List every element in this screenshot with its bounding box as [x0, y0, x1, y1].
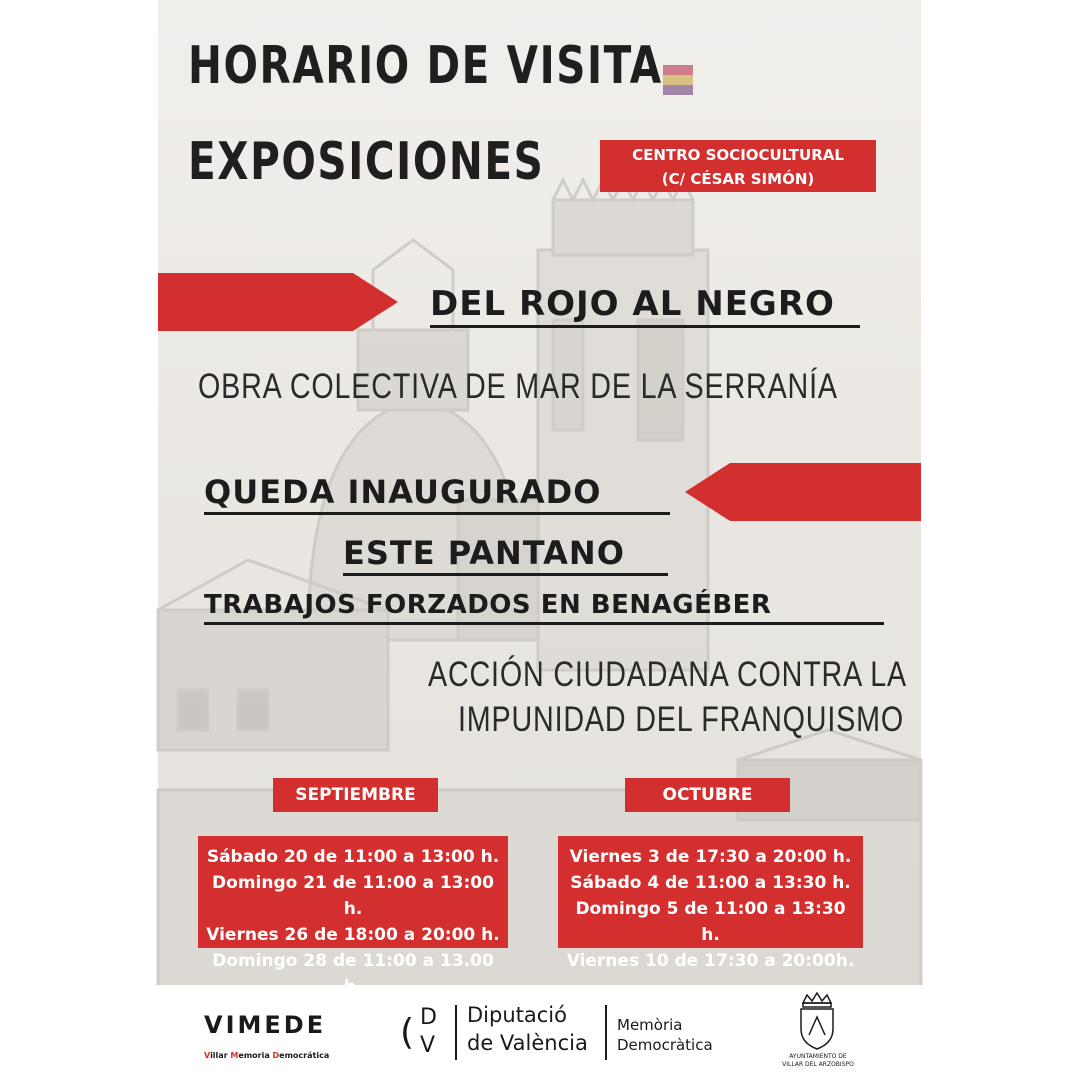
- schedule-item: Sábado 20 de 11:00 a 13:00 h.: [206, 847, 500, 867]
- vimede-logo: VIMEDE: [204, 1011, 327, 1039]
- diputacio-dv-logo: [400, 1003, 450, 1063]
- month-label-september: SEPTIEMBRE: [273, 778, 438, 812]
- exhibition2-subtitle-line1: ACCIÓN CIUDADANA CONTRA LA: [428, 655, 908, 694]
- month-label-october: OCTUBRE: [625, 778, 790, 812]
- dv-letter-d: D: [420, 1005, 437, 1030]
- divider: [455, 1005, 457, 1060]
- exhibition2-underline2: [343, 573, 668, 576]
- exhibition2-subtitle-line2: IMPUNIDAD DEL FRANQUISMO: [458, 700, 904, 739]
- diputacio-name: Diputació de València: [467, 1003, 588, 1055]
- schedule-september: [198, 836, 508, 971]
- venue-badge: [600, 140, 876, 192]
- schedule-item: Domingo 28 de 11:00 a 13.00: [212, 951, 494, 971]
- exhibition1-subtitle: OBRA COLECTIVA DE MAR DE LA SERRANÍA: [198, 367, 838, 406]
- schedule-item: Viernes 26 de 18:00 a 20:00 h.: [206, 925, 500, 945]
- divider: [605, 1005, 607, 1060]
- ayuntamiento-label: AYUNTAMIENTO DE VILLAR DEL ARZOBISPO: [782, 1053, 854, 1068]
- schedule-item: Viernes 3 de 17:30 a 20:00 h.: [569, 847, 852, 867]
- exhibition2-title-line3: TRABAJOS FORZADOS EN BENAGÉBER: [204, 590, 772, 620]
- schedule-item: Viernes 10 de 17:30 a 20:00h.: [566, 951, 855, 971]
- footer-logos: [0, 985, 1080, 1080]
- red-arrow-right: [158, 273, 398, 331]
- exhibition2-underline3: [204, 622, 884, 625]
- red-arrow-left: [685, 463, 921, 521]
- schedule-october: [558, 836, 863, 971]
- venue-line2: (C/ CÉSAR SIMÓN): [661, 170, 815, 188]
- vimede-tagline: Villar Memoria Democrática: [204, 1051, 330, 1060]
- exhibition2-title-line2: ESTE PANTANO: [343, 534, 625, 572]
- schedule-item: Domingo 5 de 11:00 a 13:30 h.: [575, 899, 846, 945]
- memoria-democratica: Memòria Democràtica: [617, 1016, 713, 1054]
- venue-line1: CENTRO SOCIOCULTURAL: [632, 146, 844, 164]
- title-exposiciones: EXPOSICIONES: [188, 132, 545, 192]
- exhibition1-underline: [430, 325, 860, 328]
- dv-bracket-icon: (: [400, 1012, 415, 1053]
- schedule-item: Sábado 4 de 11:00 a 13:30 h.: [570, 873, 851, 893]
- schedule-item: Domingo 21 de 11:00 a 13:00 h.: [212, 873, 494, 919]
- exhibition1-title: DEL ROJO AL NEGRO: [430, 284, 835, 324]
- crest-icon: [795, 991, 839, 1051]
- exhibition2-title-line1: QUEDA INAUGURADO: [204, 473, 602, 511]
- poster: [158, 0, 921, 985]
- title-horario: HORARIO DE VISITA: [188, 36, 663, 96]
- dv-letter-v: V: [420, 1033, 436, 1058]
- exhibition2-underline1: [204, 512, 670, 515]
